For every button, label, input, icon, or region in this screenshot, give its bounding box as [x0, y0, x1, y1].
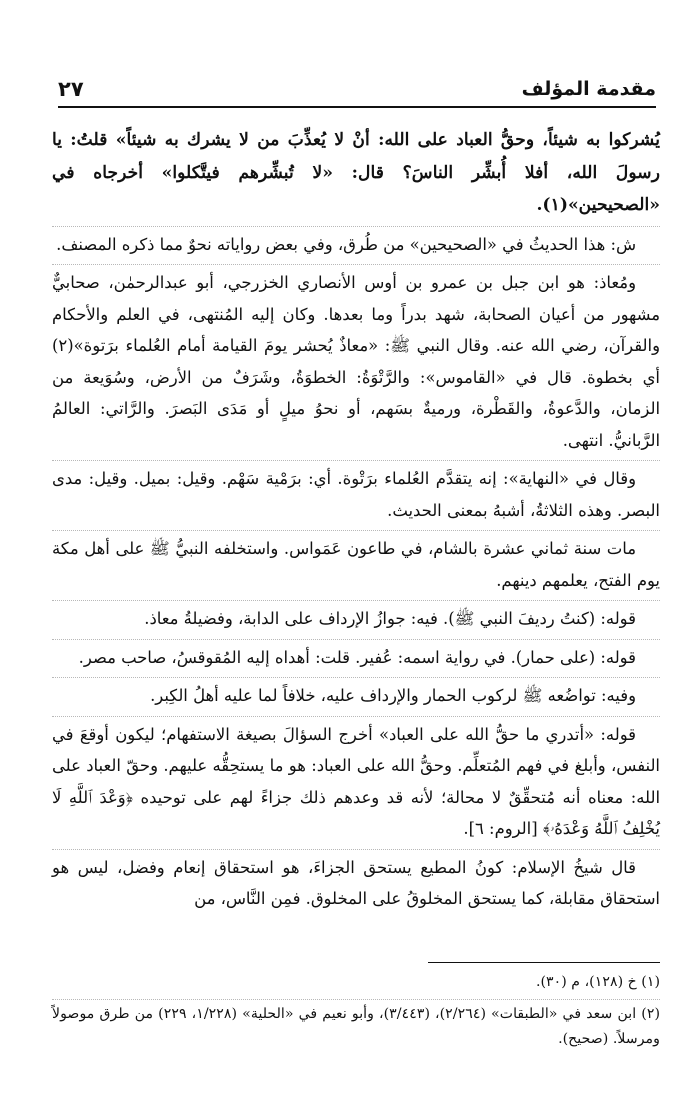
footnotes [52, 968, 660, 1056]
footnote-separator [428, 962, 660, 963]
paragraph-death: مات سنة ثماني عشرة بالشام، في طاعون عَمَواس. واستخلفه النبيُّ ﷺ على أهل مكة يوم الفتح، يعلمهم دينهم. [52, 531, 660, 601]
footnote-2: (٢) ابن سعد في «الطبقات» (٢/٢٦٤)، (٣/٤٤٣)، وأبو نعيم في «الحلية» (١/٢٢٨، ٢٢٩) من طرق موصولاً ومرسلاً. (صحيح). [52, 1006, 660, 1047]
page-number: ٢٧ [58, 77, 84, 101]
running-header [58, 72, 656, 108]
paragraph-radif: قوله: (كنتُ رديفَ النبي ﷺ). فيه: جوازُ الإرداف على الدابة، وفضيلةُ معاذ. [52, 601, 660, 640]
paragraph-muadh-biography: ومُعاذ: هو ابن جبل بن عمرو بن أوس الأنصاري الخزرجي، أبو عبدالرحمٰن، صحابيٌّ مشهور من أعيان الصحابة، شهد بدراً وما بعدها. وكان إليه المُنتهى، في العلم والأحكام والقرآن، رضي الله عنه. وقال النبي ﷺ: «معاذٌ يُحشر يومَ القيامة أمام العُلماء برَتوة»(٢) أي بخطوة. قال في «القاموس»: والرَّتْوَةُ: الخطوَةُ، وشَرَفٌ من الأرض، وسُوَيعة من الزمان، والدَّعوةُ، والقَطْرة، ورميةٌ بسَهم، أو نحوُ ميلٍ أو مَدَى البَصرَ. والرَّاتي: العالمُ الرَّبانيُّ. انتهى. [52, 265, 660, 461]
paragraph-haqq-allah: قوله: «أتدري ما حقُّ الله على العباد» أخرج السؤالَ بصيغة الاستفهام؛ ليكون أوقعَ في النفس، وأبلغ في فهم المُتعلِّم. وحقُّ الله على العباد: هو ما يستحِقُّه عليهم. وحقّ العباد على الله: معناه أنه مُتحقِّقٌ لا محالة؛ لأنه قد وعدهم ذلك جزاءً لهم على توحيده ﴿وَعْدَ ٱللَّهِ لَا يُخْلِفُ ٱللَّهُ وَعْدَهُۥ﴾ [الروم: ٦]. [52, 717, 660, 850]
footnote-1: (١) خ (١٢٨)، م (٣٠). [52, 968, 660, 1000]
paragraph-nihaya: وقال في «النهاية»: إنه يتقدَّم العُلماء برَتْوة. أي: برَمْية سَهْم. وقيل: بميل. وقيل: مدى البصر. وهذه الثلاثةُ، أشبهُ بمعنى الحديث. [52, 461, 660, 531]
paragraph-himar: قوله: (على حمار). في رواية اسمه: عُفير. قلت: أهداه إليه المُقوقسُ، صاحب مصر. [52, 640, 660, 679]
paragraph-shaykh-islam: قال شيخُ الإسلام: كونُ المطيع يستحق الجزاءَ، هو استحقاق إنعام وفضل، ليس هو استحقاق مقابلة، كما يستحق المخلوقُ على المخلوق. فمِن النَّاس، من [52, 857, 660, 908]
chapter-title: مقدمة المؤلف [521, 78, 656, 100]
paragraph-humility: وفيه: تواضُعه ﷺ لركوب الحمار والإرداف عليه، خلافاً لما عليه أهلُ الكِبر. [52, 678, 660, 717]
paragraph-hadith-end: يُشركوا به شيئاً، وحقُّ العباد على الله: أنْ لا يُعذِّبَ من لا يشرك به شيئاً» قلتُ: يا رسولَ الله، أفلا أُبشِّر الناسَ؟ قال: «لا تُبشِّرهم فيتَّكلوا» أخرجاه في «الصحيحين»(١). [52, 122, 660, 227]
main-text [52, 122, 660, 919]
paragraph-commentary-intro: ش: هذا الحديثُ في «الصحيحين» من طُرق، وفي بعض رواياته نحوٌ مما ذكره المصنف. [52, 227, 660, 266]
